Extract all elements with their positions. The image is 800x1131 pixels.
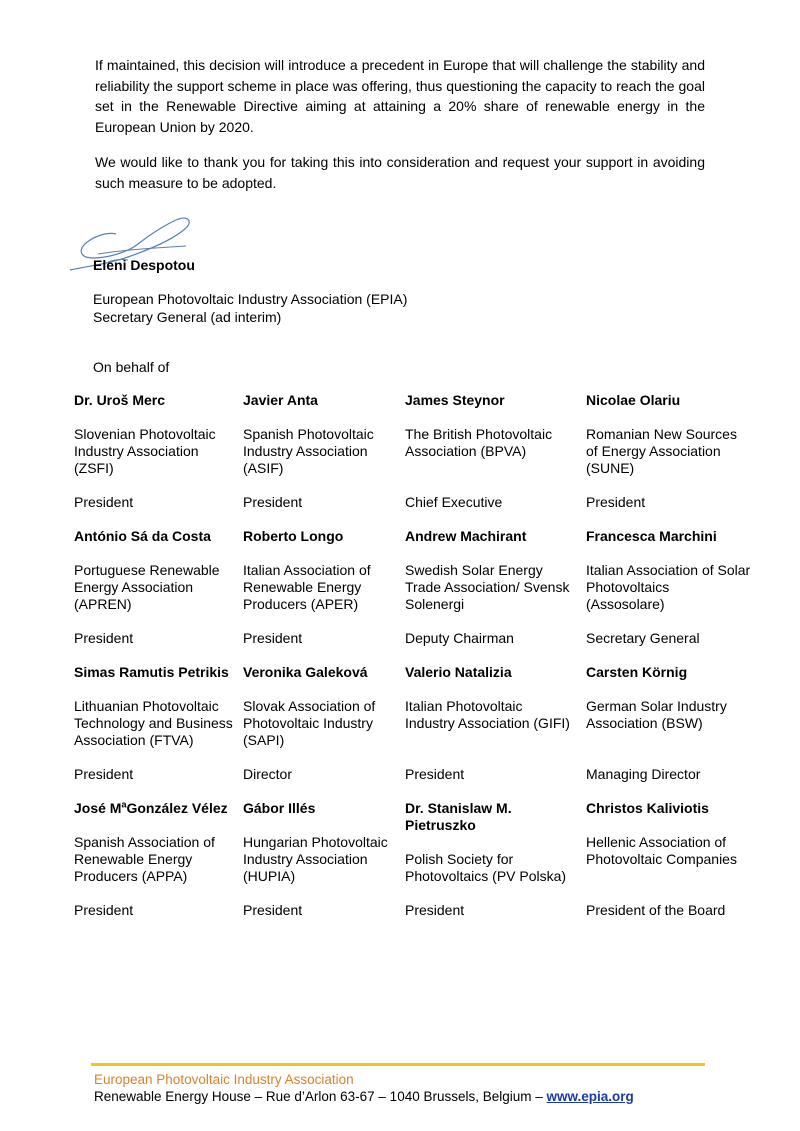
signatory-association: Hungarian Photovoltaic Industry Association (HUPIA) — [243, 834, 388, 884]
body-paragraph-1: If maintained, this decision will introduce a precedent in Europe that will challenge the stability and reliability the support scheme in place was offering, thus questioning the capacity to reach the goal set in the Renewable Directive aiming at attaining a 20% share of renewable energy in the European Union by 2020. — [95, 57, 705, 135]
signatory-row — [74, 798, 754, 934]
signatory-association: Spanish Association of Renewable Energy Producers (APPA) — [74, 834, 215, 884]
signatory-role: President — [405, 902, 465, 918]
footer-address-line — [94, 1089, 634, 1104]
signatory-role: President — [405, 766, 465, 782]
signer-organization: European Photovoltaic Industry Association (EPIA) — [93, 291, 408, 307]
signatory-association: Italian Association of Renewable Energy Producers (APER) — [243, 562, 371, 612]
signatory-name: Christos Kaliviotis — [586, 800, 709, 816]
signatory-association: Italian Association of Solar Photovoltaics (Assosolare) — [586, 562, 751, 612]
signatory-association: Romanian New Sources of Energy Association (SUNE) — [586, 426, 737, 476]
signatory-name: António Sá da Costa — [74, 528, 211, 544]
signatory-name-superscript: a — [121, 799, 127, 810]
footer-address: Renewable Energy House – Rue d’Arlon 63-67 – 1040 Brussels, Belgium – — [94, 1089, 547, 1104]
signatory-association: Lithuanian Photovoltaic Technology and Business Association (FTVA) — [74, 698, 233, 748]
signatory-role: President — [586, 494, 646, 510]
signatory-association: German Solar Industry Association (BSW) — [586, 698, 727, 731]
signatory-name: Simas Ramutis Petrikis — [74, 664, 229, 680]
footer-website-link[interactable]: www.epia.org — [546, 1089, 634, 1104]
signatory-role: President — [243, 630, 303, 646]
signatory-association: Slovenian Photovoltaic Industry Association (ZSFI) — [74, 426, 216, 476]
signatory-role: President — [243, 494, 303, 510]
signatory-role: Chief Executive — [405, 494, 503, 510]
signatory-association: Hellenic Association of Photovoltaic Companies — [586, 834, 737, 867]
signatory-role: President — [243, 902, 303, 918]
signatory-name-suffix: González Vélez — [126, 800, 228, 816]
signatory-role: President — [74, 494, 134, 510]
signatory-role: President — [74, 630, 134, 646]
signatory-role: Deputy Chairman — [405, 630, 514, 646]
signatory-name: Dr. Stanislaw M. Pietruszko — [405, 800, 512, 833]
signatory-name: James Steynor — [405, 392, 505, 408]
body-paragraph-2: We would like to thank you for taking this into consideration and request your support in avoiding such measure to be adopted. — [95, 154, 705, 191]
signatory-name — [74, 800, 249, 817]
signatory-name-prefix: José M — [74, 800, 122, 816]
signatory-role: President — [74, 902, 134, 918]
signatory-name: Francesca Marchini — [586, 528, 717, 544]
signatory-name: Roberto Longo — [243, 528, 344, 544]
signatory-name: Nicolae Olariu — [586, 392, 681, 408]
signatory-row — [74, 526, 754, 662]
signatory-name: Javier Anta — [243, 392, 318, 408]
signer-name: Eleni Despotou — [93, 257, 195, 273]
signatory-association: Spanish Photovoltaic Industry Association (ASIF) — [243, 426, 374, 476]
signatories-grid — [74, 390, 754, 934]
signatory-row — [74, 390, 754, 526]
signatory-row — [74, 662, 754, 798]
signatory-role: President of the Board — [586, 902, 726, 918]
signatory-role: Managing Director — [586, 766, 701, 782]
signatory-name: Valerio Natalizia — [405, 664, 512, 680]
signatory-association: The British Photovoltaic Association (BPVA) — [405, 426, 553, 459]
signatory-name: Veronika Galeková — [243, 664, 368, 680]
signatory-association: Portuguese Renewable Energy Association (APREN) — [74, 562, 220, 612]
signatory-role: Secretary General — [586, 630, 700, 646]
signatory-name: Andrew Machirant — [405, 528, 527, 544]
signatory-association: Swedish Solar Energy Trade Association/ Svensk Solenergi — [405, 562, 570, 612]
signer-title: Secretary General (ad interim) — [93, 309, 282, 325]
footer-organization: European Photovoltaic Industry Association — [94, 1072, 354, 1087]
signatory-name: Dr. Uroš Merc — [74, 392, 166, 408]
signatory-name: Carsten Körnig — [586, 664, 688, 680]
signatory-association: Italian Photovoltaic Industry Association (GIFI) — [405, 698, 570, 731]
signatory-role: President — [74, 766, 134, 782]
signatory-association: Polish Society for Photovoltaics (PV Polska) — [405, 851, 567, 884]
on-behalf-label: On behalf of — [93, 359, 170, 375]
signatory-name: Gábor Illés — [243, 800, 316, 816]
signatory-role: Director — [243, 766, 293, 782]
signatory-association: Slovak Association of Photovoltaic Industry (SAPI) — [243, 698, 376, 748]
footer-divider — [91, 1063, 705, 1066]
